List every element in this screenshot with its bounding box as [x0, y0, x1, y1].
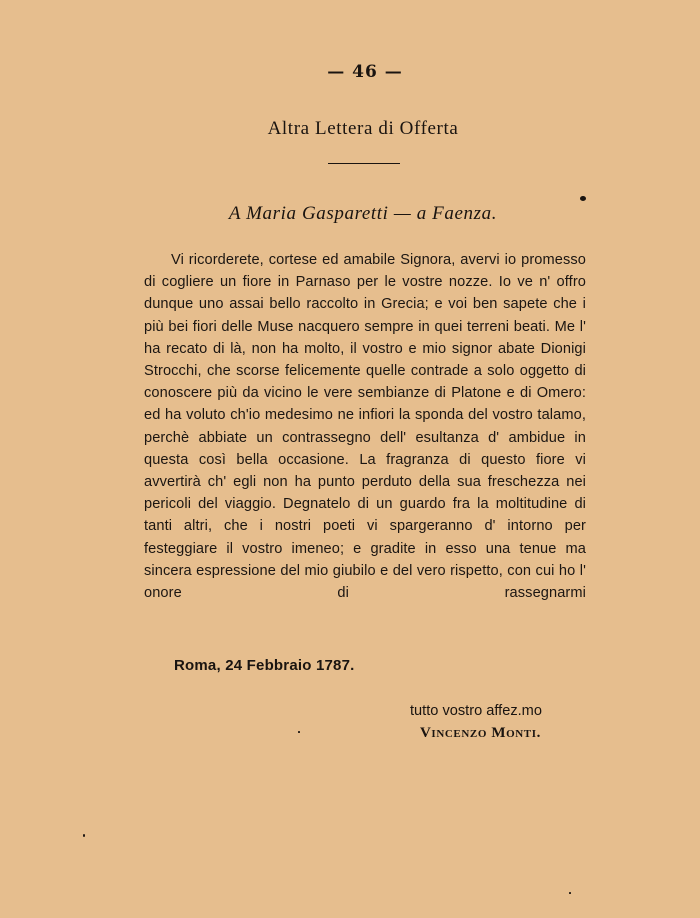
- ink-speck: [83, 834, 85, 837]
- letter-title: Altra Lettera di Offerta: [267, 118, 459, 139]
- letter-dedication: A Maria Gasparetti — a Faenza.: [228, 203, 498, 224]
- letter-body: Vi ricorderete, cortese ed amabile Signora, avervi io promesso di cogliere un fiore in Parnaso per le vostre nozze. Io ve n' offro dunque uno assai bello raccolto in Grecia; e voi ben sapete che i più bei fiori delle Muse nacquero sempre in quei terreni beati. Me l' ha recato di là, non ha molto, il vostro e mio signor abate Dionigi Strocchi, che scorse felicemente quelle contrade a solo oggetto di conoscere più da vicino le vere sembianze di Platone e di Omero: ed ha voluto ch'io medesimo ne infiori la sponda del vostro talamo, perchè abbiate un contrassegno dell' esultanza d' ambidue in questa così bella occasione. La fragranza di questo fiore vi avvertirà ch' egli non ha punto perduto della sua freschezza nei pericoli del viaggio. Degnatelo di un guardo fra la moltitudine di tanti altri, che i nostri poeti vi spargeranno d' intorno per festeggiare il vostro imeneo; e gradite in esso una tenue ma sincera espressione del mio giubilo e del vero rispetto, con cui ho l' onore di rassegnarmi: [144, 252, 586, 602]
- place-and-date: Roma, 24 Febbraio 1787.: [174, 657, 355, 674]
- closing-salutation: tutto vostro affez.mo: [410, 703, 542, 719]
- ink-speck: [569, 892, 571, 894]
- title-divider: [328, 163, 400, 164]
- ink-speck: [298, 731, 300, 733]
- author-signature: Vincenzo Monti.: [420, 725, 541, 741]
- page-number: — 46 —: [327, 62, 403, 82]
- ink-speck: [580, 196, 586, 201]
